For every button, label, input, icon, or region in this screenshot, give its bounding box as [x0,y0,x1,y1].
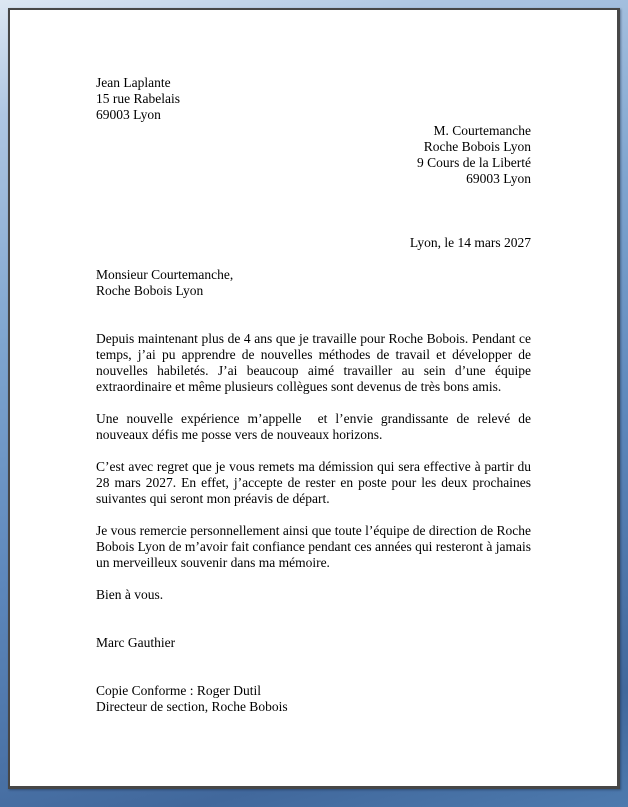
body-paragraph: C’est avec regret que je vous remets ma démission qui sera effective à partir du 28 mars 2027. En effet, j’accepte de rester en poste pour les deux prochaines suivantes qui seront mon préavis de départ. [96,459,535,506]
letter-page [8,8,620,789]
cc-note [96,683,531,715]
sender-line: 15 rue Rabelais [96,91,180,106]
body-paragraph: Une nouvelle expérience m’appelle et l’envie grandissante de relevé de nouveaux défis me posse vers de nouveaux horizons. [96,411,535,442]
sender-address [96,75,531,123]
sender-line: Jean Laplante [96,75,171,90]
date-line: Lyon, le 14 mars 2027 [409,235,531,250]
recipient-line: Roche Bobois Lyon [423,139,531,154]
sender-line: 69003 Lyon [96,107,161,122]
cc-line: Copie Conforme : Roger Dutil [96,683,261,698]
recipient-line: 9 Cours de la Liberté [417,155,531,170]
salutation-line: Roche Bobois Lyon [96,283,204,298]
closing-line: Bien à vous. [96,587,164,602]
letter-body [96,331,535,571]
recipient-line: M. Courtemanche [433,123,531,138]
salutation-line: Monsieur Courtemanche, [96,267,234,282]
recipient-address [96,123,531,187]
signature-name: Marc Gauthier [96,635,176,650]
recipient-line: 69003 Lyon [466,171,531,186]
salutation [96,267,531,299]
letter-content [10,10,617,786]
body-paragraph: Je vous remercie personnellement ainsi que toute l’équipe de direction de Roche Bobois Lyon de m’avoir fait confiance pendant ces années qui resteront à jamais un merveilleux souvenir dans ma mémoire. [96,523,535,570]
body-paragraph: Depuis maintenant plus de 4 ans que je travaille pour Roche Bobois. Pendant ce temps, j’ai pu apprendre de nouvelles méthodes de travail et développer de nouvelles habiletés. J’ai beaucoup aimé travailler au sein d’une équipe extraordinaire et même plusieurs collègues sont devenus de très bons amis. [96,331,535,394]
cc-line: Directeur de section, Roche Bobois [96,699,288,714]
